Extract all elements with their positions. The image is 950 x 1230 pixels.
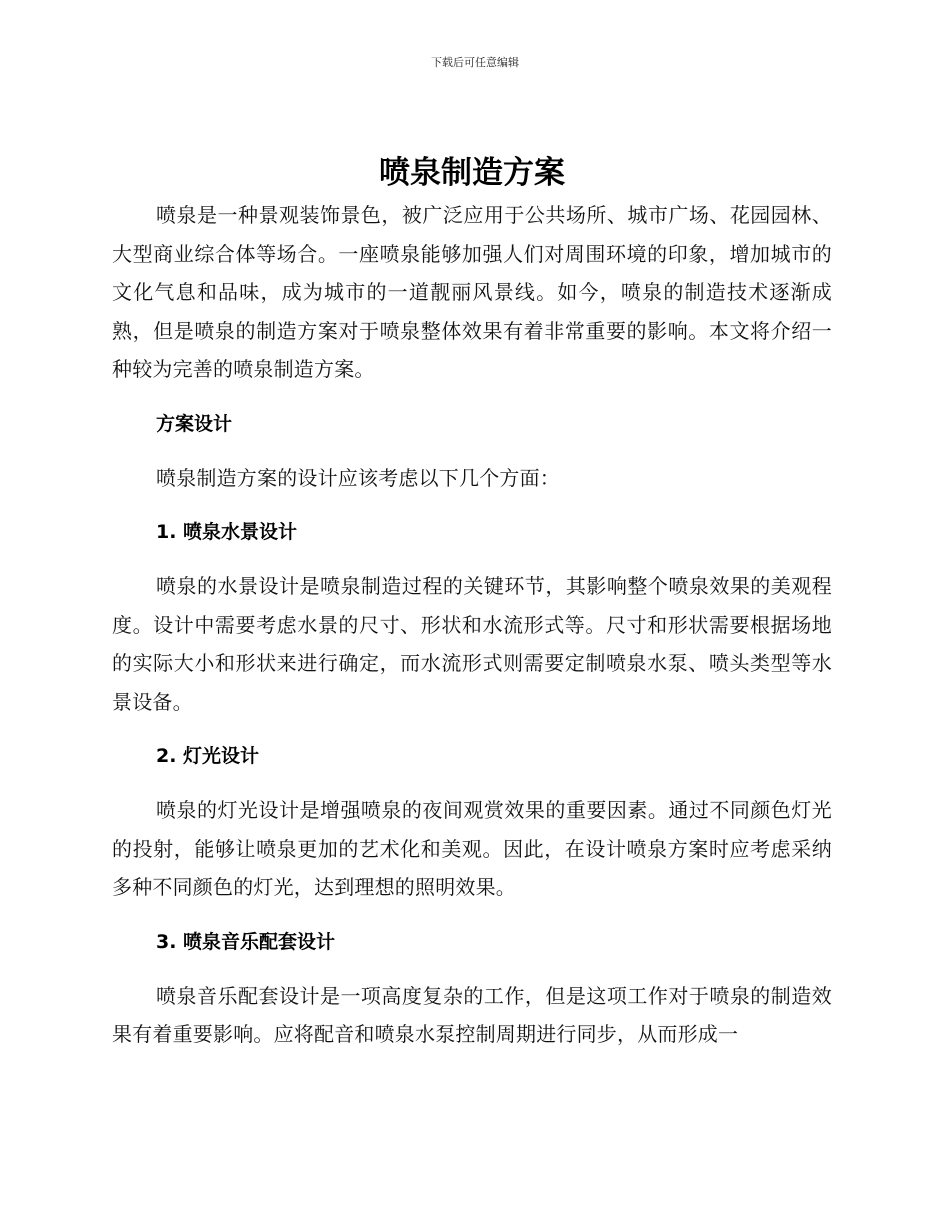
intro-paragraph: 喷泉是一种景观装饰景色，被广泛应用于公共场所、城市广场、花园园林、大型商业综合体等场合。一座喷泉能够加强人们对周围环境的印象，增加城市的文化气息和品味，成为城市的一道靓丽风景线。如今，喷泉的制造技术逐渐成熟，但是喷泉的制造方案对于喷泉整体效果有着非常重要的影响。本文将介绍一种较为完善的喷泉制造方案。 — [112, 203, 832, 381]
item-heading-water: 1. 喷泉水景设计 — [156, 521, 298, 543]
section-heading: 方案设计 — [156, 412, 233, 435]
item-paragraph-lighting: 喷泉的灯光设计是增强喷泉的夜间观赏效果的重要因素。通过不同颜色灯光的投射，能够让喷泉更加的艺术化和美观。因此，在设计喷泉方案时应考虑采纳多种不同颜色的灯光，达到理想的照明效果。 — [112, 798, 832, 899]
item-paragraph-water: 喷泉的水景设计是喷泉制造过程的关键环节，其影响整个喷泉效果的美观程度。设计中需要考虑水景的尺寸、形状和水流形式等。尺寸和形状需要根据场地的实际大小和形状来进行确定，而水流形式则需要定制喷泉水泵、喷头类型等水景设备。 — [112, 574, 832, 714]
section-intro-paragraph: 喷泉制造方案的设计应该考虑以下几个方面： — [156, 465, 560, 490]
item-heading-lighting: 2. 灯光设计 — [156, 745, 260, 767]
document-title: 喷泉制造方案 — [379, 155, 565, 191]
item-paragraph-music: 喷泉音乐配套设计是一项高度复杂的工作，但是这项工作对于喷泉的制造效果有着重要影响。应将配音和喷泉水泵控制周期进行同步，从而形成一 — [112, 983, 832, 1046]
document-body — [112, 150, 832, 1054]
header-note: 下载后可任意编辑 — [431, 56, 519, 69]
item-heading-music: 3. 喷泉音乐配套设计 — [156, 930, 336, 953]
